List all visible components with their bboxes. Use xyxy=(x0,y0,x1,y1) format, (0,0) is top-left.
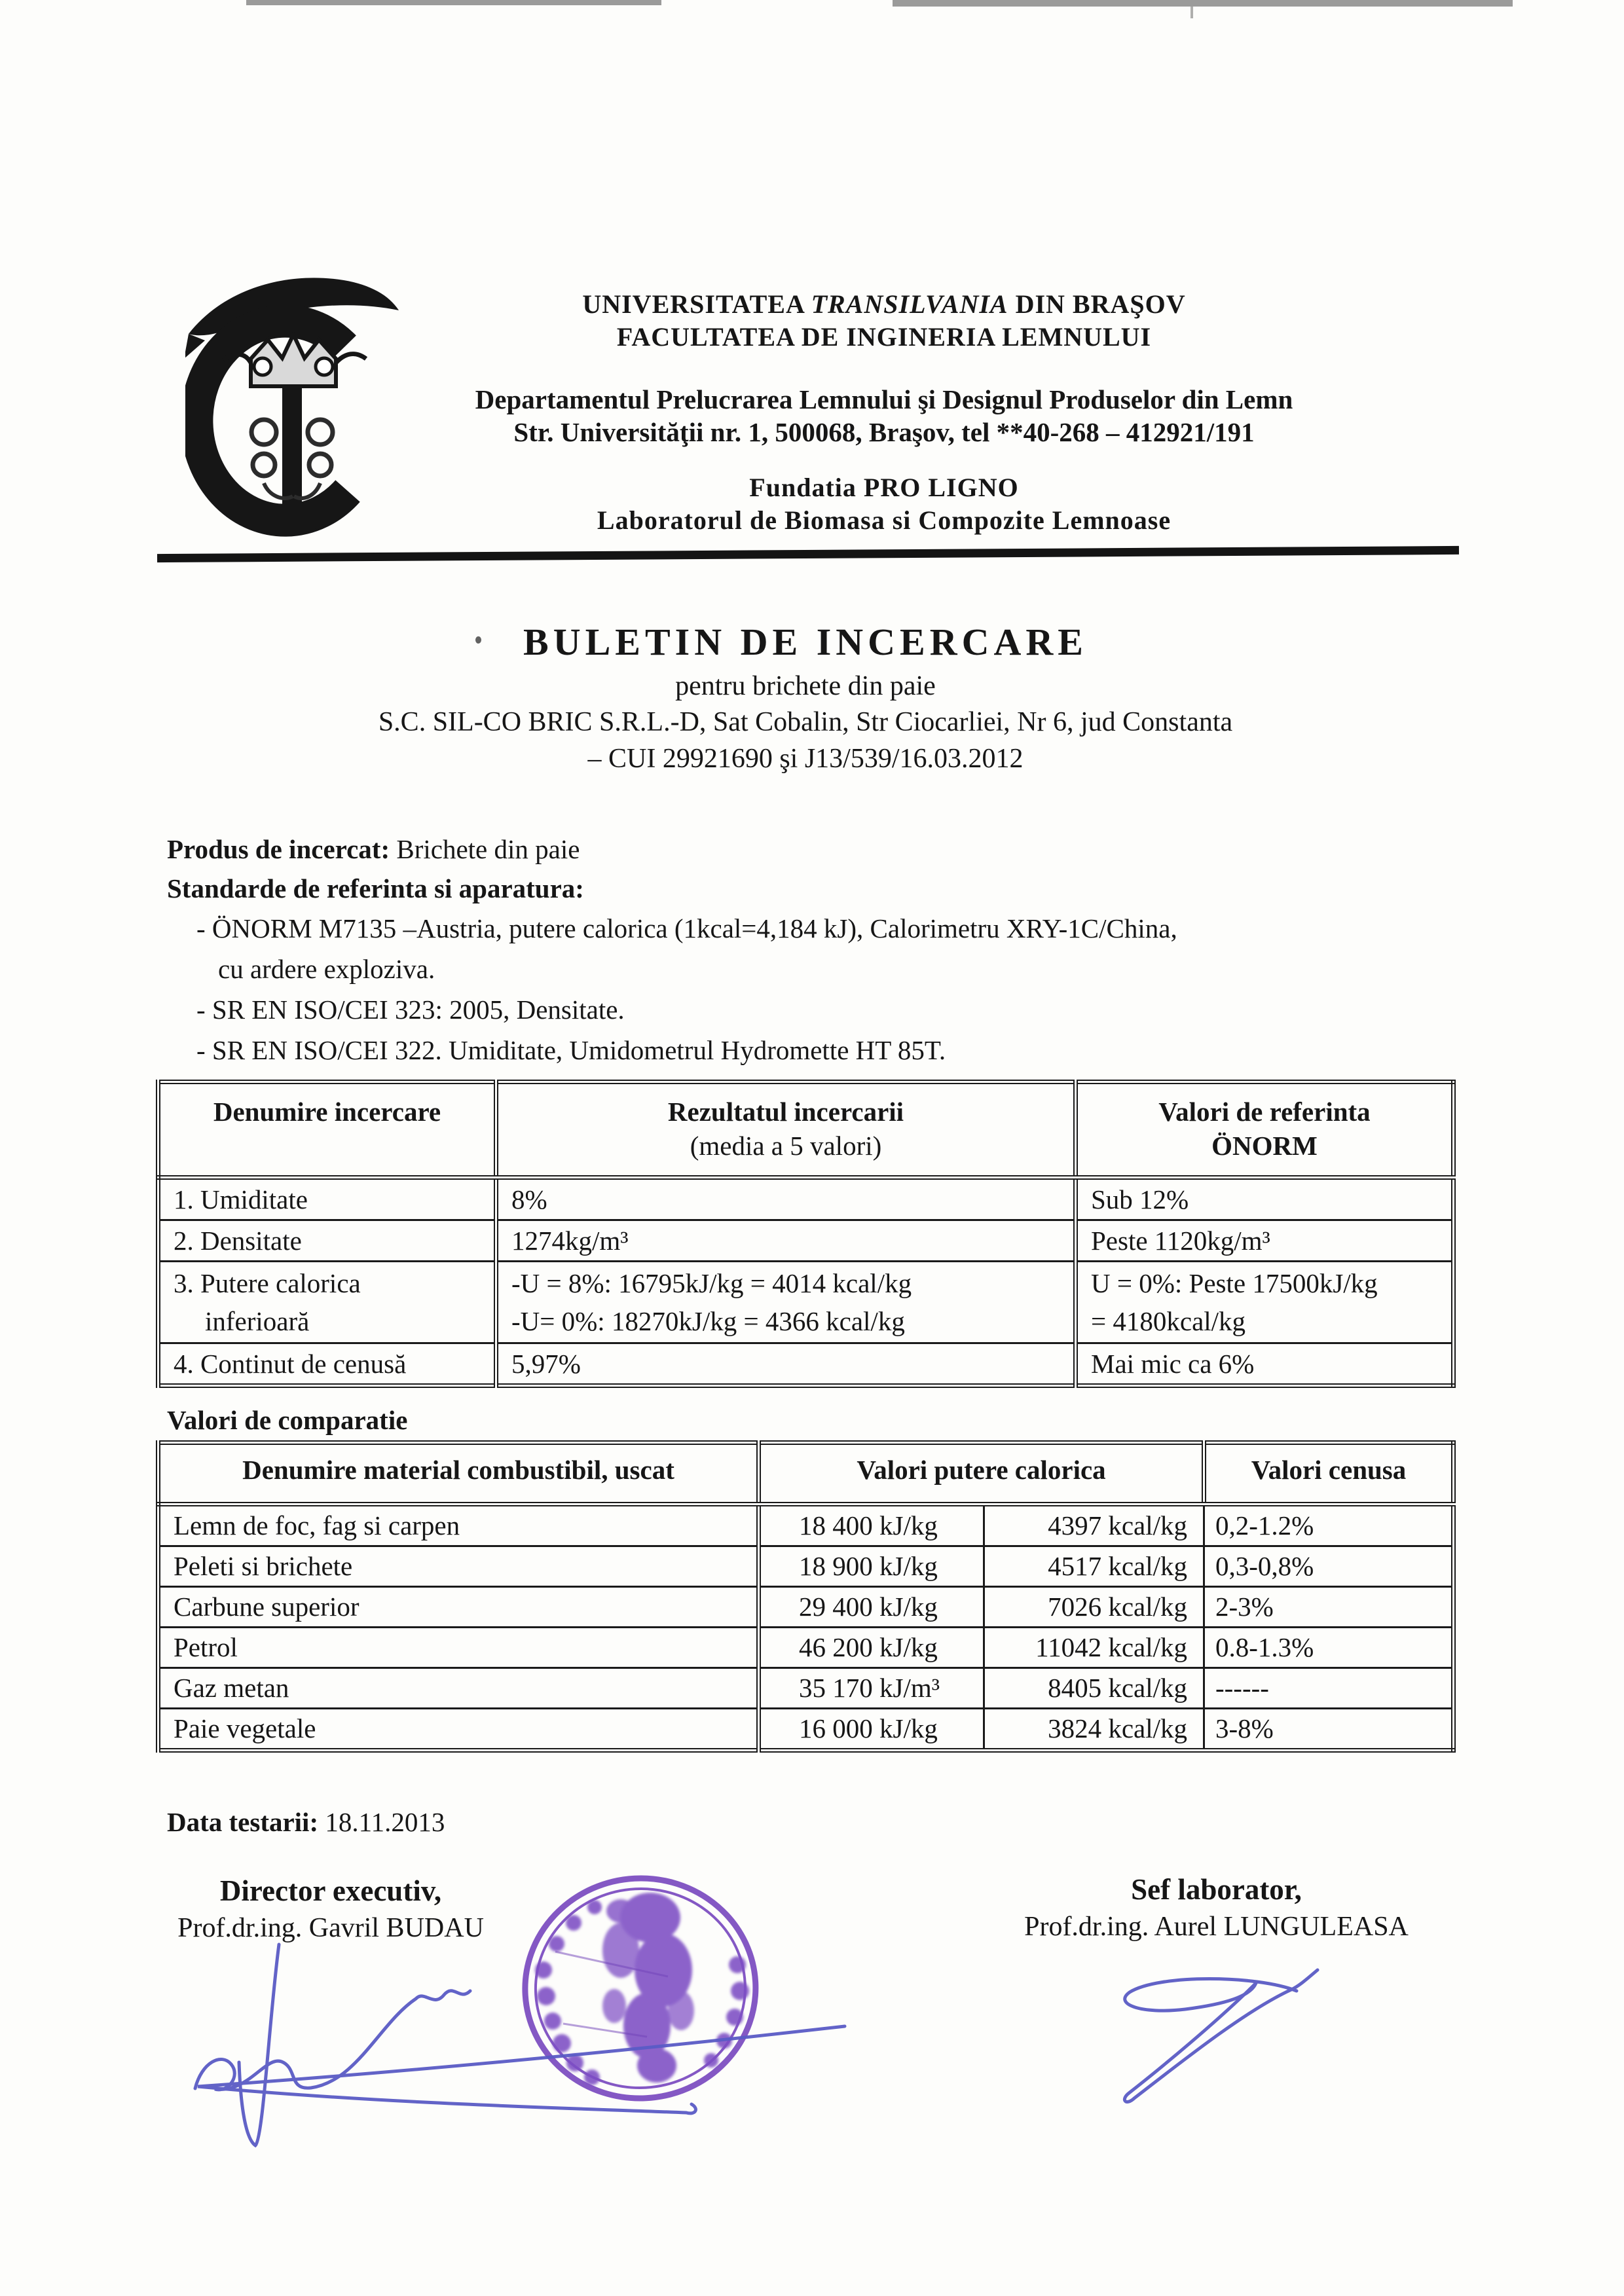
product-line xyxy=(167,829,1470,869)
lab-chief-signature-block xyxy=(1012,1870,1421,1944)
cell-kj: 35 170 kJ/m³ xyxy=(759,1668,984,1709)
university-name-post: DIN BRAŞOV xyxy=(1008,289,1186,319)
comparison-row xyxy=(158,1504,1454,1546)
cell-reference: Mai mic ca 6% xyxy=(1076,1343,1454,1386)
cell-kj: 46 200 kJ/kg xyxy=(759,1628,984,1668)
cell-ash: 3-8% xyxy=(1204,1709,1454,1751)
test-date-value: 18.11.2013 xyxy=(318,1807,445,1837)
comparison-header-calorific: Valori putere calorica xyxy=(759,1443,1204,1504)
cell-ash: 2-3% xyxy=(1204,1587,1454,1628)
laboratory-name: Laboratorul de Biomasa si Compozite Lemnoase xyxy=(597,505,1172,535)
cui-line: – CUI 29921690 şi J13/539/16.03.2012 xyxy=(587,744,1024,774)
letterhead xyxy=(242,0,1526,537)
director-handwritten-signature xyxy=(164,1922,858,2183)
cell-material: Lemn de foc, fag si carpen xyxy=(158,1504,759,1546)
results-header-reference xyxy=(1076,1082,1454,1178)
header-text: Rezultatul incercarii xyxy=(667,1097,904,1127)
cell-ash: 0.8-1.3% xyxy=(1204,1628,1454,1668)
address-line: Str. Universităţii nr. 1, 500068, Braşov, tel **40-268 – 412921/191 xyxy=(513,417,1255,447)
scan-artifact xyxy=(1190,7,1193,18)
university-name-pre: UNIVERSITATEA xyxy=(582,289,811,319)
comparison-row xyxy=(158,1587,1454,1628)
scan-artifact xyxy=(893,0,1513,7)
document-subtitle: pentru brichete din paie xyxy=(675,671,936,701)
cell-kj: 18 900 kJ/kg xyxy=(759,1546,984,1587)
client-line: S.C. SIL-CO BRIC S.R.L.-D, Sat Cobalin, Str Ciocarliei, Nr 6, jud Constanta xyxy=(378,707,1233,737)
comparison-row xyxy=(158,1546,1454,1587)
results-row-putere-calorica xyxy=(158,1262,1454,1343)
cell-kcal: 4397 kcal/kg xyxy=(984,1504,1204,1546)
director-role: Director executiv, xyxy=(219,1874,442,1907)
header-subtext: ÖNORM xyxy=(1211,1131,1318,1161)
header-text: Denumire incercare xyxy=(213,1097,441,1127)
cell-test-name: 2. Densitate xyxy=(158,1220,496,1262)
university-name xyxy=(242,288,1526,321)
results-header-row xyxy=(158,1082,1454,1178)
standard-item: - ÖNORM M7135 –Austria, putere calorica (1kcal=4,184 kJ), Calorimetru XRY-1C/China, xyxy=(196,913,1177,943)
results-row-umiditate xyxy=(158,1178,1454,1220)
signature-area xyxy=(0,1839,1624,2296)
cell-material: Carbune superior xyxy=(158,1587,759,1628)
product-value: Brichete din paie xyxy=(390,834,580,864)
standards-label-text: Standarde de referinta si aparatura: xyxy=(167,873,584,903)
cell-reference: Sub 12% xyxy=(1076,1178,1454,1220)
title-block xyxy=(157,621,1454,777)
cell-line: 3. Putere calorica xyxy=(174,1268,361,1298)
comparison-header-ash: Valori cenusa xyxy=(1204,1443,1454,1504)
cell-line: = 4180kcal/kg xyxy=(1091,1306,1246,1336)
comparison-row xyxy=(158,1668,1454,1709)
cell-result: 5,97% xyxy=(496,1343,1076,1386)
scan-artifact xyxy=(246,0,661,5)
university-name-italic: TRANSILVANIA xyxy=(811,289,1008,319)
test-date-label: Data testarii: xyxy=(167,1807,319,1837)
scan-speck xyxy=(475,636,481,644)
comparison-row xyxy=(158,1628,1454,1668)
cell-ash: ------ xyxy=(1204,1668,1454,1709)
cell-reference: Peste 1120kg/m³ xyxy=(1076,1220,1454,1262)
university-emblem-logo xyxy=(185,261,401,539)
results-header-name xyxy=(158,1082,496,1178)
info-section xyxy=(167,829,1470,1070)
director-name: Prof.dr.ing. Gavril BUDAU xyxy=(177,1913,484,1943)
header-subtext: (media a 5 valori) xyxy=(690,1131,882,1161)
cell-material: Petrol xyxy=(158,1628,759,1668)
cell-ash: 0,2-1.2% xyxy=(1204,1504,1454,1546)
comparison-row xyxy=(158,1709,1454,1751)
cell-kcal: 4517 kcal/kg xyxy=(984,1546,1204,1587)
cell-test-name xyxy=(158,1262,496,1343)
cell-reference xyxy=(1076,1262,1454,1343)
cell-result xyxy=(496,1262,1076,1343)
lab-chief-role: Sef laborator, xyxy=(1131,1873,1302,1906)
cell-test-name: 4. Continut de cenusă xyxy=(158,1343,496,1386)
cell-result: 1274kg/m³ xyxy=(496,1220,1076,1262)
cell-material: Paie vegetale xyxy=(158,1709,759,1751)
standard-item: - SR EN ISO/CEI 323: 2005, Densitate. xyxy=(196,994,625,1025)
cell-line: -U= 0%: 18270kJ/kg = 4366 kcal/kg xyxy=(511,1306,905,1336)
cell-result: 8% xyxy=(496,1178,1076,1220)
standards-label xyxy=(167,869,1470,908)
cell-test-name: 1. Umiditate xyxy=(158,1178,496,1220)
cell-kj: 29 400 kJ/kg xyxy=(759,1587,984,1628)
cell-material: Peleti si brichete xyxy=(158,1546,759,1587)
header-text: Valori de referinta xyxy=(1158,1097,1371,1127)
cell-kj: 18 400 kJ/kg xyxy=(759,1504,984,1546)
results-row-cenusa xyxy=(158,1343,1454,1386)
lab-chief-name: Prof.dr.ing. Aurel LUNGULEASA xyxy=(1024,1912,1409,1942)
cell-kcal: 11042 kcal/kg xyxy=(984,1628,1204,1668)
comparison-header-row xyxy=(158,1443,1454,1504)
cell-line: -U = 8%: 16795kJ/kg = 4014 kcal/kg xyxy=(511,1268,912,1298)
test-date-line xyxy=(167,1805,1624,1839)
product-label: Produs de incercat: xyxy=(167,834,390,864)
header-divider xyxy=(157,546,1459,562)
results-row-densitate xyxy=(158,1220,1454,1262)
comparison-table xyxy=(156,1440,1456,1753)
department-name: Departamentul Prelucrarea Lemnului şi Designul Produselor din Lemn xyxy=(475,384,1293,414)
cell-kcal: 8405 kcal/kg xyxy=(984,1668,1204,1709)
cell-kj: 16 000 kJ/kg xyxy=(759,1709,984,1751)
comparison-header-material: Denumire material combustibil, uscat xyxy=(158,1443,759,1504)
lab-chief-handwritten-signature xyxy=(1100,1965,1323,2109)
cell-line: inferioară xyxy=(205,1306,310,1336)
cell-line: U = 0%: Peste 17500kJ/kg xyxy=(1091,1268,1378,1298)
results-table xyxy=(156,1080,1456,1388)
results-header-result xyxy=(496,1082,1076,1178)
standard-item: - SR EN ISO/CEI 322. Umiditate, Umidometrul Hydromette HT 85T. xyxy=(196,1035,946,1065)
standard-item-continuation: cu ardere exploziva. xyxy=(218,954,435,984)
cell-ash: 0,3-0,8% xyxy=(1204,1546,1454,1587)
cell-kcal: 3824 kcal/kg xyxy=(984,1709,1204,1751)
comparison-section-title: Valori de comparatie xyxy=(167,1405,408,1435)
cell-kcal: 7026 kcal/kg xyxy=(984,1587,1204,1628)
document-title: BULETIN DE INCERCARE xyxy=(523,621,1088,663)
foundation-name: Fundatia PRO LIGNO xyxy=(749,473,1019,502)
faculty-name: FACULTATEA DE INGINERIA LEMNULUI xyxy=(616,322,1152,352)
cell-material: Gaz metan xyxy=(158,1668,759,1709)
